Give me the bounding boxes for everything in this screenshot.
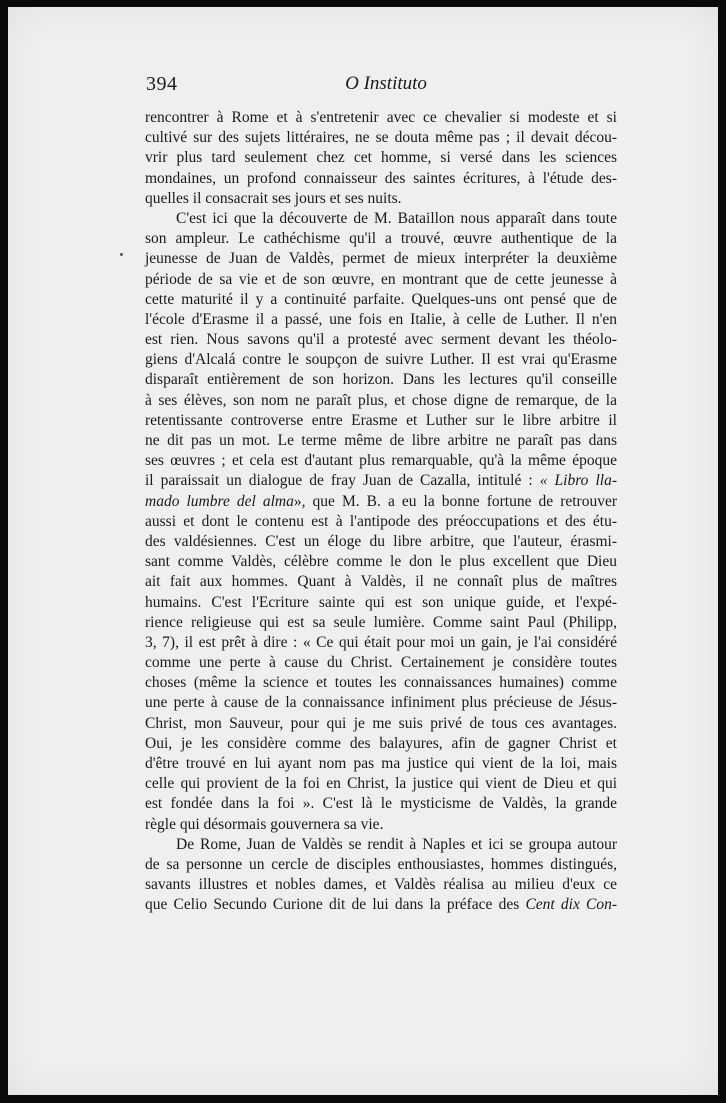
text-line: ne dit pas un mot. Le terme même de libre arbitre ne paraît pas dans [145,432,617,449]
text-line-with-title [145,471,617,491]
text-line: des valdésiennes. C'est un éloge du libre arbitre, que l'auteur, érasmi- [145,532,617,550]
page-number: 394 [146,73,178,95]
text-line: d'être trouvé en lui ayant nom pas ma justice qui vient de la loi, mais [145,755,617,772]
text-line: Christ, mon Sauveur, pour qui je me suis privé de tous ces avantages. [145,714,617,732]
text-line: celle qui provient de la foi en Christ, la justice qui vient de Dieu et qui [145,775,617,793]
text-line: Oui, je les considère comme des balayures, afin de gagner Christ et [145,734,617,752]
text-line: ait fait aux hommes. Quant à Valdès, il ne connaît plus de maîtres [145,573,617,591]
text-line: ses œuvres ; et cela est d'autant plus remarquable, qu'à la même époque [145,452,617,470]
text-line: 3, 7), il est prêt à dire : « Ce qui était pour moi un gain, je l'ai considéré [145,633,617,651]
text-line: De Rome, Juan de Valdès se rendit à Naples et ici se groupa autour [176,835,617,853]
text-line: rience religieuse qui est sa seule lumière. Comme saint Paul (Philipp, [145,613,617,631]
text-line: est rien. Nous savons qu'il a protesté avec serment devant les théolo- [145,331,617,349]
line-text: il paraissait un dialogue de fray Juan de Cazalla, intitulé : [145,472,533,490]
line-text: que Celio Secundo Curione dit de lui dans la préface des [145,896,520,914]
text-line: jeunesse de Juan de Valdès, permet de mieux interpréter la deuxième [145,250,617,268]
text-line: période de sa vie et de son œuvre, en montrant que de cette jeunesse à [145,270,617,288]
body-text [145,108,617,916]
ink-speck [120,253,123,256]
text-line: l'école d'Erasme il a passé, une fois en Italie, à celle de Luther. Il n'en [145,310,617,328]
text-line: choses (même la science et toutes les connaissances humaines) comme [145,674,617,692]
text-line: sant comme Valdès, célèbre comme le don le plus excellent que Dieu [145,553,617,571]
text-line: cette maturité il y a continuité parfaite. Quelques-uns ont pensé que de [145,290,617,308]
text-line: une perte à cause de la connaissance infiniment plus précieuse de Jésus- [145,694,617,712]
text-line: de sa personne un cercle de disciples enthousiastes, hommes distingués, [145,855,617,873]
text-line: à ses élèves, son nom ne paraît plus, et chose digne de remarque, de la [145,391,617,409]
text-line: quelles il consacrait ses jours et ses nuits. [145,189,402,207]
text-line: est fondée dans la foi ». C'est là le mysticisme de Valdès, la grande [145,795,617,813]
text-line: cultivé sur des sujets littéraires, ne se douta même pas ; il devait décou- [145,129,617,147]
text-line: retentissante controverse entre Erasme et Luther sur le libre arbitre il [145,411,617,429]
text-line: savants illustres et nobles dames, et Valdès réalisa au milieu d'eux ce [145,876,617,894]
text-line: C'est ici que la découverte de M. Bataillon nous apparaît dans toute [176,209,617,227]
text-line: giens d'Alcalá contre le soupçon de suivre Luther. Il est vrai qu'Erasme [145,351,617,369]
book-title-italic: mado lumbre del alma [145,492,294,510]
line-text: », que M. B. a eu la bonne fortune de retrouver [293,492,618,510]
text-line: son ampleur. Le cathéchisme qu'il a trouvé, œuvre authentique de la [145,230,617,248]
text-line: rencontrer à Rome et à s'entretenir avec ce chevalier si modeste et si [145,109,617,126]
text-line: mondaines, un profond connaisseur des saintes écritures, à l'étude des- [145,169,617,187]
book-title-italic: Cent dix Con- [525,896,618,914]
text-line: comme une perte à cause du Christ. Certainement je considère toutes [145,654,617,672]
text-line: disparaît entièrement de son horizon. Dans les lectures qu'il conseille [145,371,617,389]
text-line-with-title [145,492,617,512]
page-header [146,73,626,99]
text-line: vrir plus tard seulement chez cet homme, si versé dans les sciences [145,149,617,167]
text-line: humains. C'est l'Ecriture sainte qui est son unique guide, et l'expé- [145,593,617,611]
text-line-with-title [145,895,617,915]
running-title: O Instituto [345,73,427,94]
text-line: règle qui désormais gouvernera sa vie. [145,815,384,833]
book-title-italic: « Libro lla- [539,472,617,490]
text-line: aussi et dont le contenu est à l'antipode des préoccupations et des étu- [145,512,617,530]
